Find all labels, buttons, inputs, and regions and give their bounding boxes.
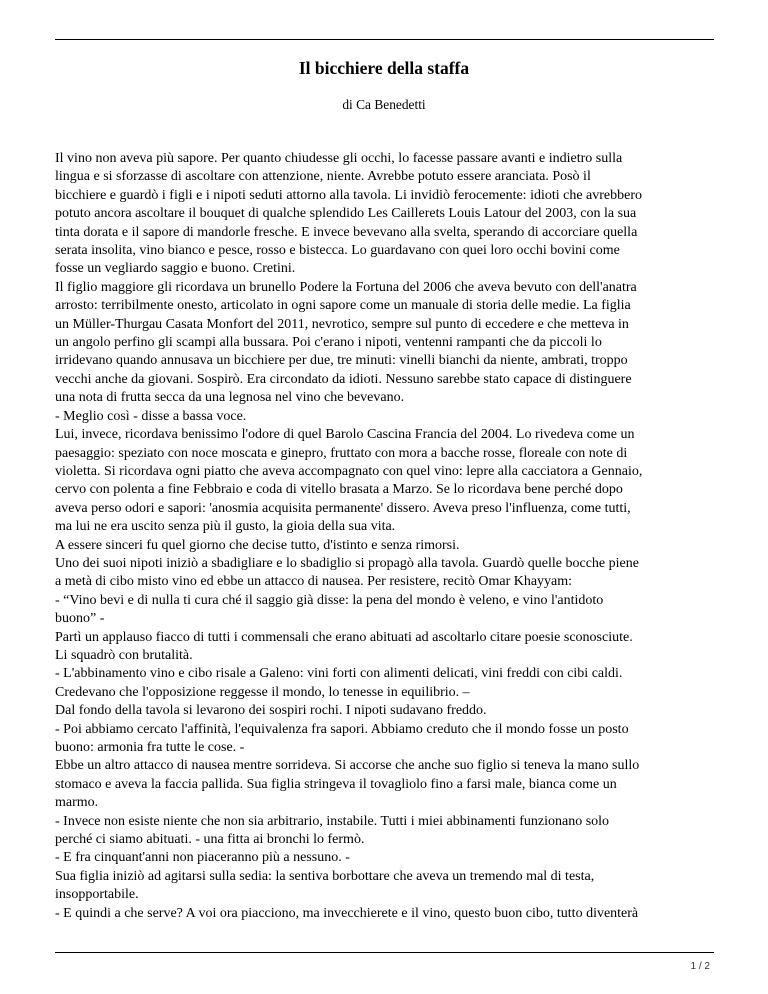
text-line: cervo con polenta a fine Febbraio e coda di vitello brasata a Marzo. Se lo ricordava bene perché dopo bbox=[55, 482, 623, 498]
text-line: lingua e si sforzasse di ascoltare con attenzione, niente. Avrebbe potuto essere aranciata. Posò il bbox=[55, 169, 591, 185]
text-line: Dal fondo della tavola si levarono dei sospiri rochi. I nipoti sudavano freddo. bbox=[55, 703, 487, 719]
text-line: arrosto: terribilmente onesto, articolato in ogni sapore come un manuale di storia delle medie. La figlia bbox=[55, 298, 631, 314]
text-line: Uno dei suoi nipoti iniziò a sbadigliare e lo sbadiglio si propagò alla tavola. Guardò quelle bocche piene bbox=[55, 555, 639, 571]
text-line: Lui, invece, ricordava benissimo l'odore di quel Barolo Cascina Francia del 2004. Lo rivedeva come un bbox=[55, 427, 635, 443]
text-line: un angolo perfino gli scampi alla bussara. Poi c'erano i nipoti, ventenni rampanti che da piccoli lo bbox=[55, 335, 602, 351]
text-line: Li squadrò con brutalità. bbox=[55, 647, 193, 663]
text-line: Partì un applauso fiacco di tutti i commensali che erano abituati ad ascoltarlo citare poesie sconosciute. bbox=[55, 629, 633, 645]
bottom-rule bbox=[55, 952, 714, 953]
text-line: A essere sinceri fu quel giorno che decise tutto, d'istinto e senza rimorsi. bbox=[55, 537, 460, 553]
text-line: - Poi abbiamo cercato l'affinità, l'equivalenza fra sapori. Abbiamo creduto che il mondo fosse un posto bbox=[55, 721, 629, 737]
text-line: Credevano che l'opposizione reggesse il mondo, lo tenesse in equilibrio. – bbox=[55, 684, 470, 700]
text-line: buono: armonia fra tutte le cose. - bbox=[55, 740, 245, 755]
text-line: serata insolita, vino bianco e pesce, rosso e bistecca. Lo guardavano con quei loro occhi bovini come bbox=[55, 243, 620, 259]
text-line: - Meglio così - disse a bassa voce. bbox=[55, 408, 247, 424]
text-line: paesaggio: speziato con noce moscata e ginepro, fruttato con mora a bacche rosse, floreale con note di bbox=[55, 445, 628, 461]
text-line: Ebbe un altro attacco di nausea mentre sorrideva. Si accorse che anche suo figlio si teneva la mano sullo bbox=[55, 758, 640, 774]
text-line: irridevano quando annusava un bicchiere per due, tre minuti: vinelli bianchi da niente, ambrati, troppo bbox=[55, 353, 628, 369]
text-line: Il vino non aveva più sapore. Per quanto chiudesse gli occhi, lo facesse passare avanti e indietro sulla bbox=[55, 151, 623, 166]
text-line: fosse un vegliardo saggio e buono. Cretini. bbox=[55, 261, 296, 277]
author-byline: di Ca Benedetti bbox=[342, 97, 426, 112]
text-line: - E quindi a che serve? A voi ora piacciono, ma invecchierete e il vino, questo buon cibo, tutto diventerà bbox=[55, 905, 639, 921]
text-line: vecchi anche da giovani. Sospirò. Era circondato da idioti. Nessuno sarebbe stato capace di distinguere bbox=[55, 371, 632, 387]
text-line: buono” - bbox=[55, 611, 105, 627]
text-line: una nota di frutta secca da una legnosa nel vino che bevevano. bbox=[55, 390, 405, 406]
text-line: - “Vino bevi e di nulla ti cura ché il saggio già disse: la pena del mondo è veleno, e vino l'antidoto bbox=[55, 592, 604, 608]
page-number: 1 / 2 bbox=[690, 961, 710, 972]
body-text bbox=[55, 150, 717, 923]
top-rule bbox=[55, 39, 714, 40]
text-line: ma lui ne era uscito senza più il gusto, la gioia della sua vita. bbox=[55, 519, 396, 535]
text-line: perché ci siamo abituati. - una fitta ai bronchi lo fermò. bbox=[55, 832, 365, 848]
document-title: Il bicchiere della staffa bbox=[298, 58, 470, 78]
text-line: aveva perso odori e sapori: 'anosmia acquisita permanente' dissero. Aveva preso l'influenza, come tutti, bbox=[55, 500, 631, 516]
text-line: violetta. Si ricordava ogni piatto che aveva accompagnato con quel vino: lepre alla cacciatora a Gennaio, bbox=[55, 463, 643, 479]
text-line: un Müller-Thurgau Casata Monfort del 2011, nevrotico, sempre sul punto di eccedere e che metteva in bbox=[55, 316, 629, 332]
text-line: - L'abbinamento vino e cibo risale a Galeno: vini forti con alimenti delicati, vini freddi con cibi caldi. bbox=[55, 666, 623, 682]
text-line: - Invece non esiste niente che non sia arbitrario, instabile. Tutti i miei abbinamenti funzionano solo bbox=[55, 813, 610, 829]
text-line: Sua figlia iniziò ad agitarsi sulla sedia: la sentiva borbottare che aveva un tremendo mal di testa, bbox=[55, 868, 595, 884]
text-line: a metà di cibo misto vino ed ebbe un attacco di nausea. Per resistere, recitò Omar Khayyam: bbox=[55, 574, 573, 590]
text-line: stomaco e aveva la faccia pallida. Sua figlia stringeva il tovagliolo fino a farsi male, bianca come un bbox=[55, 776, 617, 792]
text-line: - E fra cinquant'anni non piaceranno più a nessuno. - bbox=[55, 850, 350, 866]
text-line: tinta dorata e il sapore di mandorle fresche. E invece bevevano alla svelta, sperando di accorciare quella bbox=[55, 224, 638, 240]
text-line: Il figlio maggiore gli ricordava un brunello Podere la Fortuna del 2006 che aveva bevuto con dell'anatra bbox=[55, 279, 637, 295]
text-line: insopportabile. bbox=[55, 887, 139, 903]
text-line: potuto ancora ascoltare il bouquet di qualche splendido Les Caillerets Louis Latour del 2003, con la sua bbox=[55, 206, 637, 222]
text-line: bicchiere e guardò i figli e i nipoti seduti attorno alla tavola. Li invidiò ferocemente: idioti che avrebbero bbox=[55, 187, 643, 203]
text-line: marmo. bbox=[55, 795, 99, 811]
